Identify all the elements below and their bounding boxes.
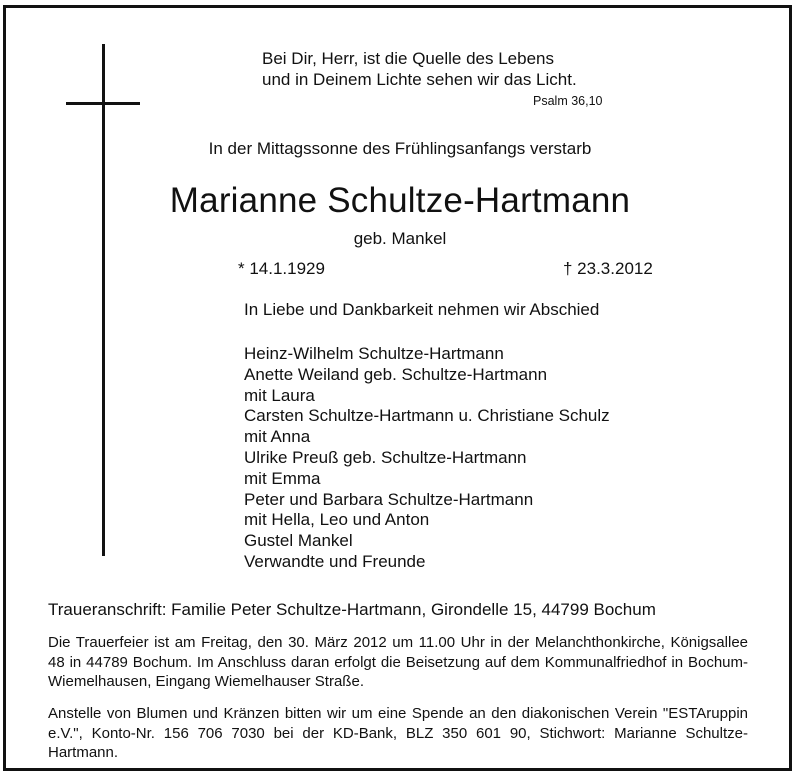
mourner-line: mit Emma (244, 468, 321, 488)
mourner-line: Verwandte und Freunde (244, 551, 426, 571)
intro-text: In der Mittagssonne des Frühlingsanfangs verstarb (208, 139, 592, 158)
cross-vertical-bar (102, 44, 105, 556)
death-date: † 23.3.2012 (563, 259, 653, 278)
mourner-line: Carsten Schultze-Hartmann u. Christiane Schulz (244, 406, 610, 426)
deceased-name: Marianne Schultze-Hartmann (169, 181, 631, 220)
psalm-reference: Psalm 36,10 (533, 94, 603, 108)
mourning-address: Traueranschrift: Familie Peter Schultze-Hartmann, Girondelle 15, 44799 Bochum (48, 600, 656, 619)
mourners-list (244, 344, 610, 573)
funeral-service-paragraph: Die Trauerfeier ist am Freitag, den 30. März 2012 um 11.00 Uhr in der Melanchthonkirche, Königsallee 48 in 44789 Bochum. Im Anschluss daran erfolgt die Beisetzung auf dem Kommunalfriedhof in Bochum-Wiemelhausen, Eingang Wiemelhauser Straße. (48, 634, 748, 690)
donation-paragraph: Anstelle von Blumen und Kränzen bitten wir um eine Spende an den diakonischen Verein "ESTAruppin e.V.", Konto-Nr. 156 706 7030 bei der KD-Bank, BLZ 350 601 90, Stichwort: Marianne Schultze-Hartmann. (48, 705, 748, 761)
verse-line-2: und in Deinem Lichte sehen wir das Licht. (262, 70, 577, 89)
mourner-line: mit Hella, Leo und Anton (244, 510, 430, 530)
cross-horizontal-bar (66, 102, 140, 105)
mourner-line: Ulrike Preuß geb. Schultze-Hartmann (244, 447, 527, 467)
mourner-line: mit Laura (244, 385, 315, 405)
mourner-line: Peter und Barbara Schultze-Hartmann (244, 489, 534, 509)
mourner-line: Gustel Mankel (244, 531, 353, 551)
farewell-text: In Liebe und Dankbarkeit nehmen wir Abschied (244, 300, 600, 319)
mourner-line: mit Anna (244, 427, 311, 447)
verse-line-1: Bei Dir, Herr, ist die Quelle des Lebens (262, 49, 554, 68)
psalm-verse (262, 48, 577, 90)
birth-date: * 14.1.1929 (238, 259, 325, 278)
mourner-line: Anette Weiland geb. Schultze-Hartmann (244, 364, 548, 384)
maiden-name: geb. Mankel (353, 229, 447, 248)
mourner-line: Heinz-Wilhelm Schultze-Hartmann (244, 344, 504, 363)
